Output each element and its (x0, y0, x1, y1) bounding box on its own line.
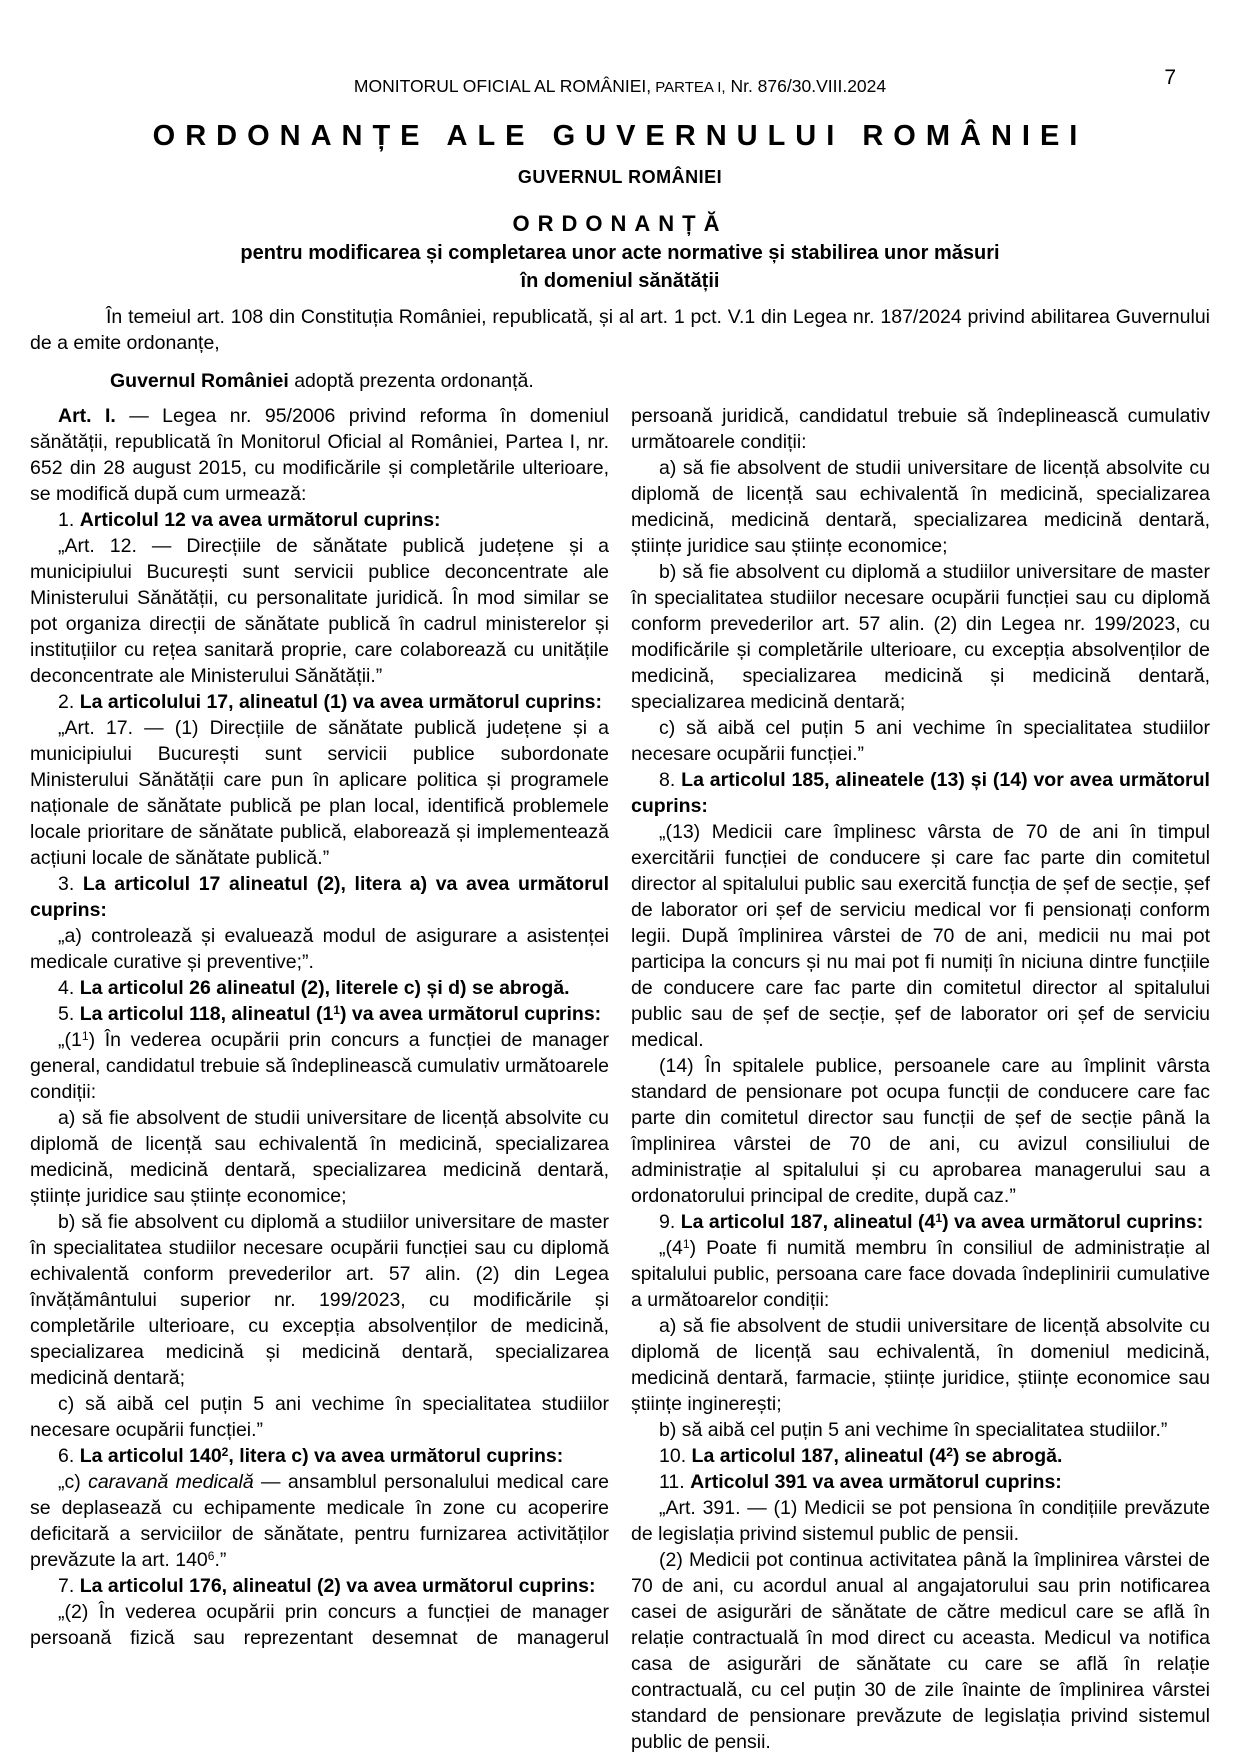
column-right (631, 403, 1210, 1755)
paragraph (30, 1001, 609, 1027)
paragraph (30, 871, 609, 923)
paragraph (631, 715, 1210, 767)
text-segment: Articolul 391 va avea următorul cuprins: (690, 1471, 1062, 1493)
paragraph (30, 975, 609, 1001)
text-segment: La articolului 17, alineatul (1) va avea următorul cuprins: (79, 691, 603, 713)
text-segment: 1 (81, 1029, 89, 1044)
issuer-title: GUVERNUL ROMÂNIEI (517, 167, 723, 187)
text-segment: persoană juridică, candidatul trebuie să îndeplinească cumulativ următoarele condiții: (631, 405, 1210, 453)
text-segment: La articolul 26 alineatul (2), literele c) și d) se abrogă. (79, 977, 570, 999)
text-segment: „(13) Medicii care împlinesc vârsta de 70 de ani în timpul exercitării funcției de conducere și care fac parte din comitetul director al spitalului public sau exercită funcția de șef de secție, șef de laborator ori șef de serviciu medical vor fi pensionați conform legii. După împlinirea vârstei de 70 de ani, medicii nu mai pot participa la concurs și nu mai pot fi numiți în niciuna dintre funcțiile de conducere care fac parte din comitetul director al spitalului public sau de șef de secție, șef de laborator ori șef de serviciu medical. (631, 821, 1210, 1051)
paragraph (631, 1235, 1210, 1313)
adoption-clause (30, 368, 1210, 394)
paragraph (30, 1573, 609, 1599)
paragraph (631, 767, 1210, 819)
text-segment: (2) Medicii pot continua activitatea până la împlinirea vârstei de 70 de ani, cu acordul anual al angajatorului sau prin notificarea casei de asigurări de sănătate de către medicul care se află în relație contractuală în mod direct cu aceasta. Medicul va notifica casa de asigurări de sănătate cu care se află în relație contractuală, cu cel puțin 30 de zile înainte de împlinirea vârstei standard de pensionare prevăzute de legislația privind sistemul public de pensii. (631, 1549, 1210, 1753)
journal-title: MONITORUL OFICIAL AL ROMÂNIEI, (353, 76, 652, 96)
paragraph (631, 1547, 1210, 1755)
paragraph (631, 403, 1210, 455)
two-column-body (30, 403, 1210, 1755)
text-segment: „Art. 17. — (1) Direcțiile de sănătate publică județene și a municipiului București sunt servicii publice subordonate Ministerului Sănătății care pun în aplicare politica și programele naționale de sănătate publică pe plan local, identifică problemele locale prioritare de sănătate publică, elaborează și implementează acțiuni locale de sănătate publică.” (30, 717, 609, 869)
text-segment: 8. (659, 769, 682, 791)
text-segment: 10. (659, 1445, 692, 1467)
paragraph (30, 1209, 609, 1391)
text-segment: , litera c) va avea următorul cuprins: (228, 1445, 564, 1467)
text-segment: „(4 (659, 1237, 683, 1259)
text-segment: a) să fie absolvent de studii universitare de licență absolvite cu diplomă de licență sau echivalentă în medicină, specializarea medicină, medicină dentară, specializarea medicină dentară, științe juridice sau științe economice; (631, 457, 1210, 557)
text-segment: 4. (58, 977, 80, 999)
text-segment: „Art. 12. — Direcțiile de sănătate publică județene și a municipiului București sunt servicii publice deconcentrate ale Ministerului Sănătății, cu personalitate juridică. În mod similar se pot organiza direcții de sănătate publică în cadrul ministerelor și instituțiilor cu rețea sanitară proprie, care colaborează cu unitățile deconcentrate ale Ministerului Sănătății.” (30, 535, 609, 687)
page-number: 7 (1164, 66, 1176, 89)
paragraph (631, 1209, 1210, 1235)
text-segment: — ansamblul personalului medical care se deplasează cu echipamente medicale în zone cu acoperire deficitară a serviciilor de sănătate, pentru furnizarea activităților prevăzute la art. 140 (30, 1471, 609, 1571)
text-segment: Articolul 12 va avea următorul cuprins: (79, 509, 441, 531)
text-segment: ) Poate fi numită membru în consiliul de administrație al spitalului public, persoana care face dovada îndeplinirii cumulative a următoarelor condiții: (631, 1237, 1210, 1311)
text-segment: Art. I. (58, 405, 130, 427)
text-segment: 11. (659, 1471, 691, 1493)
text-segment: — Legea nr. 95/2006 privind reforma în domeniul sănătății, republicată în Monitorul Oficial al României, Partea I, nr. 652 din 28 august 2015, cu modificările și completările ulterioare, se modifică după cum urmează: (30, 405, 609, 505)
paragraph (30, 403, 609, 507)
paragraph (631, 1313, 1210, 1417)
paragraph (30, 689, 609, 715)
adoption-text: adoptă prezenta ordonanță. (288, 370, 534, 392)
text-segment: 2 (221, 1445, 229, 1460)
paragraph (631, 559, 1210, 715)
section-title: ORDONANȚE ALE GUVERNULUI ROMÂNIEI (152, 120, 1088, 152)
text-segment: La articolul 185, alineatele (13) și (14) vor avea următorul cuprins: (631, 769, 1210, 817)
text-segment: 2. (58, 691, 80, 713)
column-left (30, 403, 609, 1755)
text-segment: La articolul 118, alineatul (1 (79, 1003, 334, 1025)
paragraph (30, 1443, 609, 1469)
text-segment: ) va avea următorul cuprins: (340, 1003, 602, 1025)
preamble-paragraph: În temeiul art. 108 din Constituția României, republicată, și al art. 1 pct. V.1 din Legea nr. 187/2024 privind abilitarea Guvernului de a emite ordonanțe, (30, 306, 1210, 354)
text-segment: b) să fie absolvent cu diplomă a studiilor universitare de master în specialitatea studiilor necesare ocupării funcției sau cu diplomă echivalentă conform prevederilor art. 57 alin. (2) din Legea învățământului superior nr. 199/2023, cu modificările și completările ulterioare, cu excepția absolvenților de medicină, specializarea medicină și medicină dentară, specializarea medicină dentară; (30, 1211, 609, 1389)
text-segment: 6 (207, 1549, 215, 1564)
paragraph (30, 1027, 609, 1105)
act-subtitle-line2: în domeniul sănătății (520, 270, 720, 292)
text-segment: c) să aibă cel puțin 5 ani vechime în specialitatea studiilor necesare ocupării funcției.” (631, 717, 1210, 765)
text-segment: 6. (58, 1445, 80, 1467)
text-segment: .” (214, 1549, 227, 1571)
text-segment: La articolul 140 (79, 1445, 222, 1467)
text-segment: 1. (58, 509, 80, 531)
paragraph (631, 1469, 1210, 1495)
text-segment: La articolul 187, alineatul (4 (680, 1211, 936, 1233)
paragraph (631, 1443, 1210, 1469)
text-segment: La articolul 176, alineatul (2) va avea următorul cuprins: (79, 1575, 596, 1597)
paragraph (30, 923, 609, 975)
text-segment: 1 (333, 1003, 341, 1018)
text-segment: caravană medicală (88, 1471, 254, 1493)
text-segment: 1 (682, 1237, 690, 1252)
text-segment: „Art. 391. — (1) Medicii se pot pensiona în condițiile prevăzute de legislația privind sistemul public de pensii. (631, 1497, 1210, 1545)
paragraph (30, 715, 609, 871)
text-segment: b) să aibă cel puțin 5 ani vechime în specialitatea studiilor.” (659, 1419, 1168, 1441)
text-segment: 3. (58, 873, 83, 895)
paragraph (30, 1469, 609, 1573)
text-segment: „c) (58, 1471, 89, 1493)
paragraph (30, 533, 609, 689)
paragraph (631, 819, 1210, 1053)
journal-part-label: PARTEA I, (651, 79, 726, 96)
text-segment: 2 (946, 1445, 953, 1460)
paragraph (30, 507, 609, 533)
text-segment: a) să fie absolvent de studii universitare de licență absolvite cu diplomă de licență sau echivalentă în medicină, specializarea medicină, medicină dentară, specializarea medicină dentară, științe juridice sau științe economice; (30, 1107, 609, 1207)
journal-issue-number: Nr. 876/30.VIII.2024 (725, 76, 887, 96)
text-segment: La articolul 17 alineatul (2), litera a) va avea următorul cuprins: (30, 873, 609, 921)
text-segment: ) se abrogă. (952, 1445, 1063, 1467)
running-header (0, 0, 1240, 98)
paragraph (631, 1417, 1210, 1443)
act-subtitle-line1: pentru modificarea și completarea unor acte normative și stabilirea unor măsuri (240, 242, 1000, 264)
text-segment: 1 (935, 1211, 943, 1226)
paragraph (30, 1105, 609, 1209)
adoption-issuer: Guvernul României (110, 370, 289, 392)
paragraph (631, 455, 1210, 559)
text-segment: c) să aibă cel puțin 5 ani vechime în specialitatea studiilor necesare ocupării funcției.” (30, 1393, 609, 1441)
text-segment: 7. (58, 1575, 80, 1597)
paragraph (30, 1599, 609, 1651)
text-segment: „(1 (58, 1029, 82, 1051)
text-segment: 5. (58, 1003, 80, 1025)
paragraph (631, 1053, 1210, 1209)
text-segment: ) În vederea ocupării prin concurs a funcției de manager general, candidatul trebuie să îndeplinească cumulativ următoarele condiții: (30, 1029, 609, 1103)
act-title: ORDONANȚĂ (512, 211, 728, 236)
text-segment: „a) controlează și evaluează modul de asigurare a asistenței medicale curative și preventive;”. (30, 925, 609, 973)
paragraph (30, 1391, 609, 1443)
text-segment: (14) În spitalele publice, persoanele care au împlinit vârsta standard de pensionare pot ocupa funcții de conducere care fac parte din comitetul director sau funcții de șef de secție până la împlinirea vârstei de 70 de ani, cu avizul consiliului de administrație al spitalului și cu aprobarea managerului sau a ordonatorului principal de credite, după caz.” (631, 1055, 1210, 1207)
paragraph (631, 1495, 1210, 1547)
text-segment: b) să fie absolvent cu diplomă a studiilor universitare de master în specialitatea studiilor necesare ocupării funcției sau cu diplomă conform prevederilor art. 57 alin. (2) din Legea nr. 199/2023, cu modificările și completările ulterioare, cu excepția absolvenților de medicină, specializarea medicină și medicină dentară, specializarea medicină dentară; (631, 561, 1210, 713)
text-segment: 9. (659, 1211, 681, 1233)
text-segment: „(2) În vederea ocupării prin concurs a funcției de manager persoană fizică sau reprezentant desemnat de managerul (30, 1601, 609, 1649)
text-segment: a) să fie absolvent de studii universitare de licență absolvite cu diplomă de licență sau echivalentă, în domeniul medicină, medicină dentară, farmacie, științe juridice, științe economice sau științe inginerești; (631, 1315, 1210, 1415)
text-segment: ) va avea următorul cuprins: (942, 1211, 1204, 1233)
text-segment: La articolul 187, alineatul (4 (691, 1445, 947, 1467)
